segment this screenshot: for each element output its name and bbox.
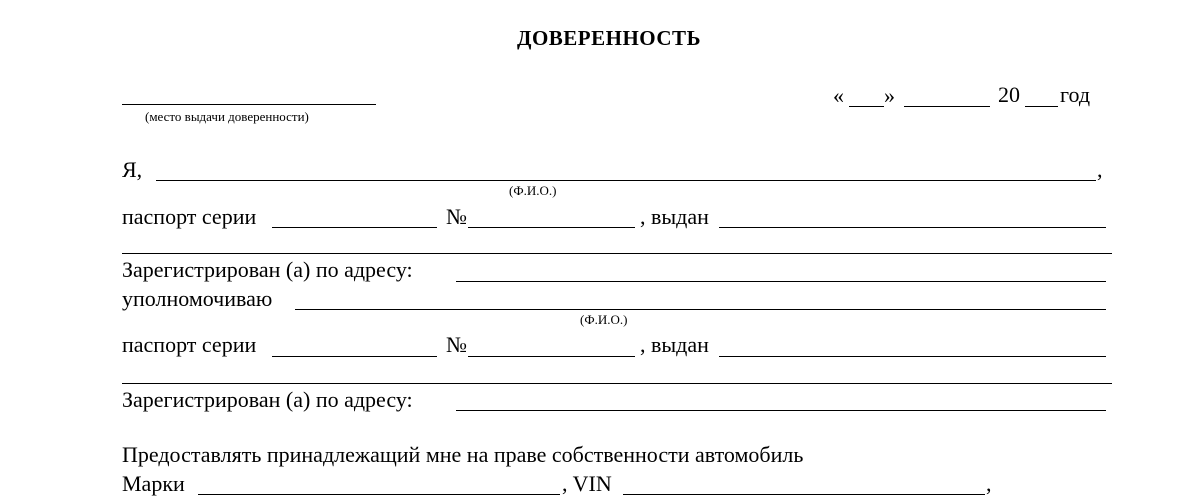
date-century: 20 bbox=[998, 82, 1020, 107]
date-year-line[interactable] bbox=[1025, 106, 1058, 107]
date-close-quote: » bbox=[884, 83, 895, 108]
date-day-line[interactable] bbox=[849, 106, 884, 107]
agent-passport-series-line[interactable] bbox=[272, 356, 437, 357]
agent-issued-by-line-2[interactable] bbox=[122, 383, 1112, 384]
agent-issued-by-line[interactable] bbox=[719, 356, 1106, 357]
date-month-line[interactable] bbox=[904, 106, 990, 107]
principal-registered-label: Зарегистрирован (а) по адресу: bbox=[122, 257, 413, 282]
date-year-word: год bbox=[1060, 82, 1091, 107]
car-make-line[interactable] bbox=[198, 494, 560, 495]
principal-passport-series-label: паспорт серии bbox=[122, 204, 257, 229]
principal-fio-caption: (Ф.И.О.) bbox=[509, 183, 557, 198]
principal-passport-series-line[interactable] bbox=[272, 227, 437, 228]
car-make-label: Марки bbox=[122, 471, 185, 496]
principal-number-label: № bbox=[446, 204, 467, 229]
document-title: ДОВЕРЕННОСТЬ bbox=[517, 26, 701, 50]
principal-issued-label: , выдан bbox=[640, 204, 709, 229]
principal-issued-by-line[interactable] bbox=[719, 227, 1106, 228]
place-of-issue-caption: (место выдачи доверенности) bbox=[145, 109, 309, 124]
principal-passport-number-line[interactable] bbox=[468, 227, 635, 228]
principal-address-line[interactable] bbox=[456, 281, 1106, 282]
agent-authorize-label: уполномочиваю bbox=[122, 286, 273, 311]
agent-number-label: № bbox=[446, 332, 467, 357]
agent-address-line[interactable] bbox=[456, 410, 1106, 411]
agent-passport-series-label: паспорт серии bbox=[122, 332, 257, 357]
agent-fio-caption: (Ф.И.О.) bbox=[580, 312, 628, 327]
car-trailing-comma: , bbox=[986, 471, 992, 496]
car-vin-label: , VIN bbox=[562, 471, 612, 496]
principal-comma: , bbox=[1097, 157, 1103, 182]
car-intro-text: Предоставлять принадлежащий мне на праве собственности автомобиль bbox=[122, 442, 804, 467]
agent-fio-line[interactable] bbox=[295, 309, 1106, 310]
agent-registered-label: Зарегистрирован (а) по адресу: bbox=[122, 387, 413, 412]
principal-issued-by-line-2[interactable] bbox=[122, 253, 1112, 254]
principal-ya-label: Я, bbox=[122, 157, 143, 182]
date-open-quote: « bbox=[833, 83, 844, 108]
place-of-issue-line[interactable] bbox=[122, 104, 376, 105]
agent-issued-label: , выдан bbox=[640, 332, 709, 357]
car-vin-line[interactable] bbox=[623, 494, 985, 495]
principal-fio-line[interactable] bbox=[156, 180, 1096, 181]
agent-passport-number-line[interactable] bbox=[468, 356, 635, 357]
